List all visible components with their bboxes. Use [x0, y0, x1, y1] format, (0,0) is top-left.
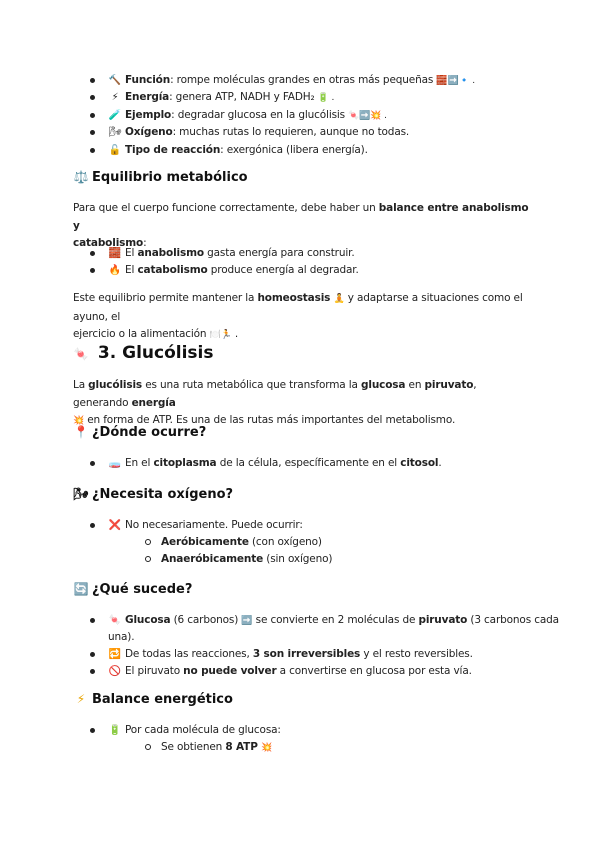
list-item: 🧪 Ejemplo: degradar glucosa en la glucólisis 🍬➡️💥 .: [88, 107, 475, 124]
oxigeno-list: [88, 517, 332, 567]
equilibrio-list: [88, 245, 359, 280]
donde-list: [88, 455, 442, 472]
sub-list-item: Aeróbicamente (con oxígeno): [143, 534, 332, 550]
homeostasis-paragraph: Este equilibrio permite mantener la homeostasis 🧘 y adaptarse a situaciones como el ayuno, el ejercicio o la alimentación 🍽️🏃 .: [73, 292, 523, 340]
list-item: 🚫 El piruvato no puede volver a convertirse en glucosa por esta vía.: [88, 663, 559, 680]
scales-icon: ⚖️: [73, 170, 89, 184]
candy-arrow-boom-icon: 🍬➡️💥 .: [348, 110, 387, 121]
cross-icon: ❌: [108, 520, 122, 531]
lightning-icon: ⚡: [76, 692, 86, 706]
repeat-icon: 🔁: [108, 648, 122, 660]
sucede-list: [88, 612, 559, 681]
catabolism-list: [88, 72, 475, 159]
donde-heading: 📍 ¿Dónde ocurre?: [73, 425, 207, 440]
candy-icon: 🍬: [108, 615, 122, 626]
wind-icon: 🌬: [73, 487, 89, 501]
list-item: 🔓 Tipo de reacción: exergónica (libera energía).: [88, 142, 475, 159]
list-item: 🌬 Oxígeno: muchas rutas lo requieren, aunque no todas.: [88, 124, 475, 141]
sucede-heading: 🔄 ¿Qué sucede?: [73, 582, 193, 597]
bricks-icon: 🧱: [108, 248, 122, 259]
prohibited-icon: 🚫: [108, 666, 122, 678]
wind-icon: 🌬: [108, 127, 122, 139]
hammer-icon: 🔨: [108, 75, 122, 86]
plate-runner-icon: 🍽️🏃: [209, 330, 232, 340]
petri-dish-icon: 🧫: [108, 458, 122, 469]
boom-icon: 💥: [260, 743, 273, 754]
arrow-right-icon: ➡️: [241, 616, 253, 626]
list-item: 🧱 El anabolismo gasta energía para construir.: [88, 245, 359, 262]
glucolisis-paragraph: La glucólisis es una ruta metabólica que transforma la glucosa en piruvato, generando energía 💥 en forma de ATP. Es una de las rutas más importantes del metabolismo.: [73, 379, 477, 426]
list-item: ❌ No necesariamente. Puede ocurrir: Aeróbicamente (con oxígeno) Anaeróbicamente (sin oxígeno): [88, 517, 332, 567]
balance-list: [88, 722, 281, 757]
oxigeno-heading: 🌬 ¿Necesita oxígeno?: [73, 487, 234, 502]
battery-icon: 🔋: [108, 725, 122, 736]
boom-icon: 💥: [73, 416, 85, 426]
cycle-icon: 🔄: [73, 582, 89, 596]
equilibrio-heading: ⚖️ Equilibrio metabólico: [73, 170, 248, 185]
test-tube-icon: 🧪: [108, 109, 122, 121]
lightning-icon: ⚡: [111, 92, 119, 104]
list-item: 🧫 En el citoplasma de la célula, específicamente en el citosol.: [88, 455, 442, 472]
balance-heading: ⚡ Balance energético: [73, 692, 233, 707]
pin-icon: 📍: [73, 425, 89, 439]
fire-icon: 🔥: [108, 265, 122, 277]
list-item: 🔋 Por cada molécula de glucosa: Se obtienen 8 ATP 💥: [88, 722, 281, 757]
list-item: 🍬 Glucosa (6 carbonos) ➡️ se convierte en 2 moléculas de piruvato (3 carbonos cada una).: [88, 612, 559, 646]
meditation-icon: 🧘: [333, 294, 345, 304]
candy-icon: 🍬: [73, 347, 89, 361]
list-item: 🔥 El catabolismo produce energía al degradar.: [88, 262, 359, 279]
bricks-arrow-diamond-icon: 🧱➡️🔹 .: [436, 76, 475, 86]
sub-list-item: Anaeróbicamente (sin oxígeno): [143, 551, 332, 567]
sub-list-item: Se obtienen 8 ATP 💥: [143, 739, 281, 756]
battery-icon: 🔋 .: [317, 93, 335, 104]
list-item: 🔨 Función: rompe moléculas grandes en otras más pequeñas 🧱➡️🔹 .: [88, 72, 475, 89]
list-item: ⚡ Energía: genera ATP, NADH y FADH₂ 🔋 .: [88, 89, 475, 106]
balance-sublist: [108, 739, 281, 756]
glucolisis-heading: 🍬 3. Glucólisis: [73, 343, 214, 363]
equilibrio-paragraph: Para que el cuerpo funcione correctamente, debe haber un balance entre anabolismo y catabolismo:: [73, 202, 529, 249]
unlock-icon: 🔓: [108, 144, 122, 156]
oxigeno-sublist: [108, 534, 332, 567]
list-item: 🔁 De todas las reacciones, 3 son irreversibles y el resto reversibles.: [88, 646, 559, 663]
